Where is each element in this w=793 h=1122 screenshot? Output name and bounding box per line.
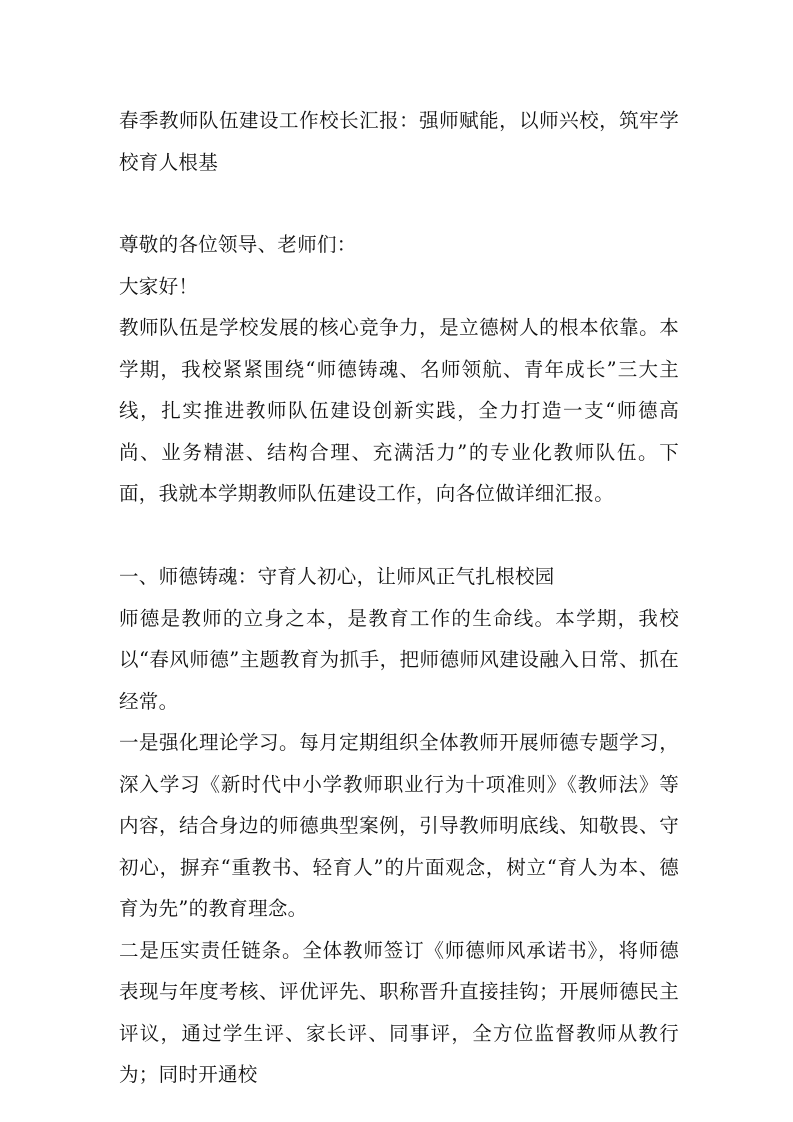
body-paragraph: 二是压实责任链条。全体教师签订《师德师风承诺书》，将师德表现与年度考核、评优评先、职称晋升直接挂钩；开展师德民主评议，通过学生评、家长评、同事评，全方位监督教师从教行为；同时开通校 (119, 938, 679, 1086)
greeting: 大家好！ (119, 274, 199, 298)
document-page (119, 100, 679, 1096)
section-heading: 一、师德铸魂：守育人初心，让师风正气扎根校园 (119, 565, 555, 588)
document-title: 春季教师队伍建设工作校长汇报：强师赋能，以师兴校，筑牢学校育人根基 (119, 109, 679, 174)
section-spacer (119, 515, 679, 557)
body-paragraph: 师德是教师的立身之本，是教育工作的生命线。本学期，我校以“春风师德”主题教育为抓手，把师德师风建设融入日常、抓在经常。 (119, 606, 679, 713)
body-paragraph: 一是强化理论学习。每月定期组织全体教师开展师德专题学习，深入学习《新时代中小学教师职业行为十项准则》《教师法》等内容，结合身边的师德典型案例，引导教师明底线、知敬畏、守初心，摒弃“重教书、轻育人”的片面观念，树立“育人为本、德育为先”的教育理念。 (119, 731, 679, 920)
salutation: 尊敬的各位领导、老师们： (119, 233, 357, 256)
intro-paragraph: 教师队伍是学校发展的核心竞争力，是立德树人的根本依靠。本学期，我校紧紧围绕“师德铸魂、名师领航、青年成长”三大主线，扎实推进教师队伍建设创新实践，全力打造一支“师德高尚、业务精湛、结构合理、充满活力”的专业化教师队伍。下面，我就本学期教师队伍建设工作，向各位做详细汇报。 (119, 316, 679, 505)
